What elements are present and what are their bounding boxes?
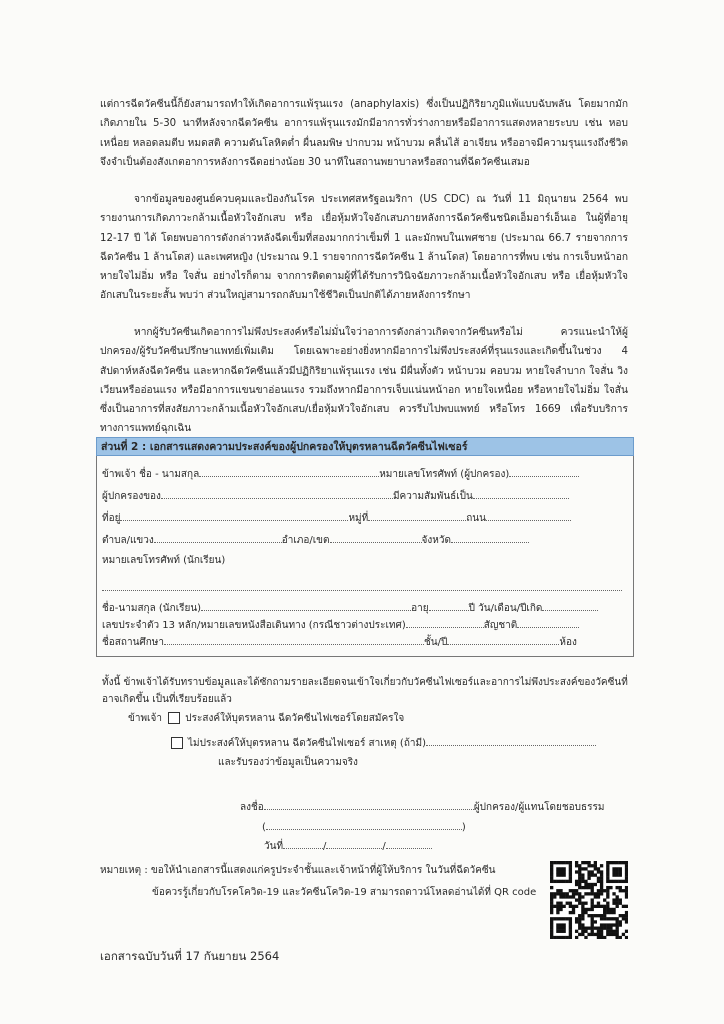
grade-field[interactable]: [447, 634, 559, 645]
note-line-1: หมายเหตุ : ขอให้นำเอกสารนี้แสดงแก่ครูประจำชั้นและเจ้าหน้าที่ผู้ให้บริการ ในวันที่ฉีดวัคซีน: [100, 865, 496, 876]
road-label: ถนน: [466, 513, 486, 524]
dob-label: วัน/เดือน/ปีเกิด: [478, 603, 543, 614]
date-slash-1: /: [323, 841, 327, 852]
section-2-header: ส่วนที่ 2 : เอกสารแสดงความประสงค์ของผู้ปกครองให้บุตรหลานฉีดวัคซีนไฟเซอร์: [96, 437, 634, 456]
checkbox-yes[interactable]: [168, 712, 180, 724]
relation-label: มีความสัมพันธ์เป็น: [392, 491, 473, 502]
form-row-student-name: [102, 600, 598, 616]
nationality-field[interactable]: [517, 617, 579, 628]
form-row-school: [102, 634, 577, 650]
document-date-footer: เอกสารฉบับวันที่ 17 กันยายน 2564: [100, 949, 280, 963]
consent-certify: และรับรองว่าข้อมูลเป็นความจริง: [218, 757, 358, 768]
date-slash-2: /: [382, 841, 386, 852]
school-label: ชื่อสถานศึกษา: [102, 637, 165, 648]
sign-label: ลงชื่อ: [240, 802, 264, 813]
subdistrict-field[interactable]: [154, 532, 282, 543]
years-label: ปี: [468, 603, 475, 614]
room-label: ห้อง: [559, 637, 577, 648]
subdistrict-label: ตำบล/แขวง: [102, 535, 154, 546]
option-no-label: ไม่ประสงค์ให้บุตรหลาน ฉีดวัคซีนไฟเซอร์ สาเหตุ (ถ้ามี): [188, 738, 426, 749]
address-label: ที่อยู่: [102, 513, 121, 524]
signature-row: [240, 799, 604, 815]
signer-role-label: ผู้ปกครอง/ผู้แทนโดยชอบธรรม: [473, 802, 605, 813]
dob-field[interactable]: [542, 600, 598, 611]
relation-field[interactable]: [473, 488, 569, 499]
student-phone-field[interactable]: [102, 580, 622, 591]
signature-name-row: [262, 819, 466, 835]
paragraph-anaphylaxis: แต่การฉีดวัคซีนนี้ก็ยังสามารถทำให้เกิดอาการแพ้รุนแรง (anaphylaxis) ซึ่งเป็นปฏิกิริยาภูมิแพ้แบบฉับพลัน โดยมากมักเกิดภายใน 5-30 นาทีหลังจากฉีดวัคซีน อาการแพ้รุนแรงมักมีอาการทั่วร่างกายหรือมีอาการแสดงหลายระบบ เช่น หอบเหนื่อย หลอดลมตีบ หมดสติ ความดันโลหิตต่ำ ผื่นลมพิษ ปากบวม หน้าบวม คลื่นไส้ อาเจียน หรืออาจมีความรุนแรงถึงชีวิต จึงจำเป็นต้องสังเกตอาการหลังการฉีดอย่างน้อย 30 นาทีในสถานพยาบาลหรือสถานที่ฉีดวัคซีนเสมอ: [100, 99, 628, 168]
district-label: อำเภอ/เขต: [281, 535, 330, 546]
form-row-name: [102, 466, 579, 482]
form-row-student-divider: [102, 580, 622, 596]
guardian-of-field[interactable]: [161, 488, 393, 499]
paragraph-advice: หากผู้รับวัคซีนเกิดอาการไม่พึงประสงค์หรือไม่มั่นใจว่าอาการดังกล่าวเกิดจากวัคซีนหรือไม่ ควรแนะนำให้ผู้ปกครอง/ผู้รับวัคซีนปรึกษาแพทย์เพิ่มเติม โดยเฉพาะอย่างยิ่งหากมีอาการไม่พึงประสงค์ที่รุนแรงและเกิดขึ้นในช่วง 4 สัปดาห์หลังฉีดวัคซีน และหากฉีดวัคซีนแล้วมีปฏิกิริยาแพ้รุนแรง เช่น มีผื่นทั้งตัว หน้าบวม คอบวม หายใจลำบาก ใจสั่น วิงเวียนหรืออ่อนแรง หรือมีอาการแขนขาอ่อนแรง รวมถึงหากมีอาการเจ็บแน่นหน้าอก หายใจเหนื่อย หรือหายใจไม่อิ่ม ใจสั่น ซึ่งเป็นอาการที่สงสัยภาวะกล้ามเนื้อหัวใจอักเสบ/เยื่อหุ้มหัวใจอักเสบ ควรรีบไปพบแพทย์ หรือโทร 1669 เพื่อรับบริการทางการแพทย์ฉุกเฉิน: [100, 327, 628, 435]
consent-intro-2: อาจเกิดขึ้น เป็นที่เรียบร้อยแล้ว: [102, 694, 232, 705]
guardian-of-label: ผู้ปกครองของ: [102, 491, 161, 502]
age-label: อายุ: [411, 603, 429, 614]
province-label: จังหวัด: [421, 535, 451, 546]
address-field[interactable]: [120, 510, 348, 521]
name-field[interactable]: [199, 466, 379, 477]
consent-option-no: [171, 735, 596, 751]
signature-date-row: [264, 838, 432, 854]
close-paren: ): [461, 822, 466, 833]
date-label: วันที่: [264, 841, 284, 852]
qr-code-image: [550, 861, 628, 939]
consent-option-yes: [128, 712, 404, 726]
district-field[interactable]: [330, 532, 422, 543]
consent-intro-1: ทั้งนี้ ข้าพเจ้าได้รับทราบข้อมูลและได้ซักถามรายละเอียดจนเข้าใจเกี่ยวกับวัคซีนไฟเซอร์และอาการไม่พึงประสงค์ของวัคซีนที่: [102, 677, 628, 688]
open-paren: (: [262, 822, 266, 833]
grade-label: ชั้น/ปี: [424, 637, 448, 648]
consent-me-label: ข้าพเจ้า: [128, 713, 162, 724]
parent-phone-label: หมายเลขโทรศัพท์ (ผู้ปกครอง): [379, 469, 510, 480]
student-name-field[interactable]: [201, 600, 411, 611]
id-number-field[interactable]: [406, 617, 484, 628]
option-yes-label: ประสงค์ให้บุตรหลาน ฉีดวัคซีนไฟเซอร์โดยสมัครใจ: [185, 713, 405, 724]
nationality-label: สัญชาติ: [483, 620, 518, 631]
name-label: ข้าพเจ้า ชื่อ - นามสกุล: [102, 469, 200, 480]
form-row-address: [102, 510, 571, 526]
signature-field[interactable]: [264, 799, 474, 810]
student-phone-label: หมายเลขโทรศัพท์ (นักเรียน): [102, 555, 226, 566]
printed-name-field[interactable]: [266, 819, 462, 830]
school-field[interactable]: [164, 634, 424, 645]
date-year-field[interactable]: [386, 838, 432, 849]
form-row-student-phone: [102, 554, 225, 568]
date-month-field[interactable]: [326, 838, 382, 849]
road-field[interactable]: [486, 510, 571, 521]
province-field[interactable]: [451, 532, 529, 543]
date-day-field[interactable]: [283, 838, 323, 849]
moo-field[interactable]: [368, 510, 466, 521]
note-line-2: ข้อควรรู้เกี่ยวกับโรคโควิด-19 และวัคซีนโควิด-19 สามารถดาวน์โหลดอ่านได้ที่ QR code: [152, 887, 537, 898]
id-number-label: เลขประจำตัว 13 หลัก/หมายเลขหนังสือเดินทาง (กรณีชาวต่างประเทศ): [102, 620, 406, 631]
form-row-id: [102, 617, 579, 633]
age-field[interactable]: [429, 600, 469, 611]
form-row-location: [102, 532, 529, 548]
reason-field[interactable]: [426, 735, 596, 746]
student-name-label: ชื่อ-นามสกุล (นักเรียน): [102, 603, 202, 614]
parent-phone-field[interactable]: [509, 466, 579, 477]
qr-code-graphic: [550, 861, 628, 939]
checkbox-no[interactable]: [171, 737, 183, 749]
paragraph-cdc-report: จากข้อมูลของศูนย์ควบคุมและป้องกันโรค ประเทศสหรัฐอเมริกา (US CDC) ณ วันที่ 11 มิถุนายน 2564 พบรายงานการเกิดภาวะกล้ามเนื้อหัวใจอักเสบ หรือ เยื่อหุ้มหัวใจอักเสบภายหลังการฉีดวัคซีนชนิดเอ็มอาร์เอ็นเอ ในผู้ที่อายุ 12-17 ปี ได้ โดยพบอาการดังกล่าวหลังฉีดเข็มที่สองมากกว่าเข็มที่ 1 และมักพบในเพศชาย (ประมาณ 66.7 รายจากการฉีดวัคซีน 1 ล้านโดส) และเพศหญิง (ประมาณ 9.1 รายจากการฉีดวัคซีน 1 ล้านโดส) โดยอาการที่พบ เช่น การเจ็บหน้าอก หายใจไม่อิ่ม หรือ ใจสั่น อย่างไรก็ตาม จากการติดตามผู้ที่ได้รับการวินิจฉัยภาวะกล้ามเนื้อหัวใจอักเสบ หรือ เยื่อหุ้มหัวใจอักเสบในระยะสั้น พบว่า ส่วนใหญ่สามารถกลับมาใช้ชีวิตเป็นปกติได้ภายหลังการรักษา: [100, 194, 628, 302]
moo-label: หมู่ที่: [348, 513, 369, 524]
form-row-guardian: [102, 488, 569, 504]
